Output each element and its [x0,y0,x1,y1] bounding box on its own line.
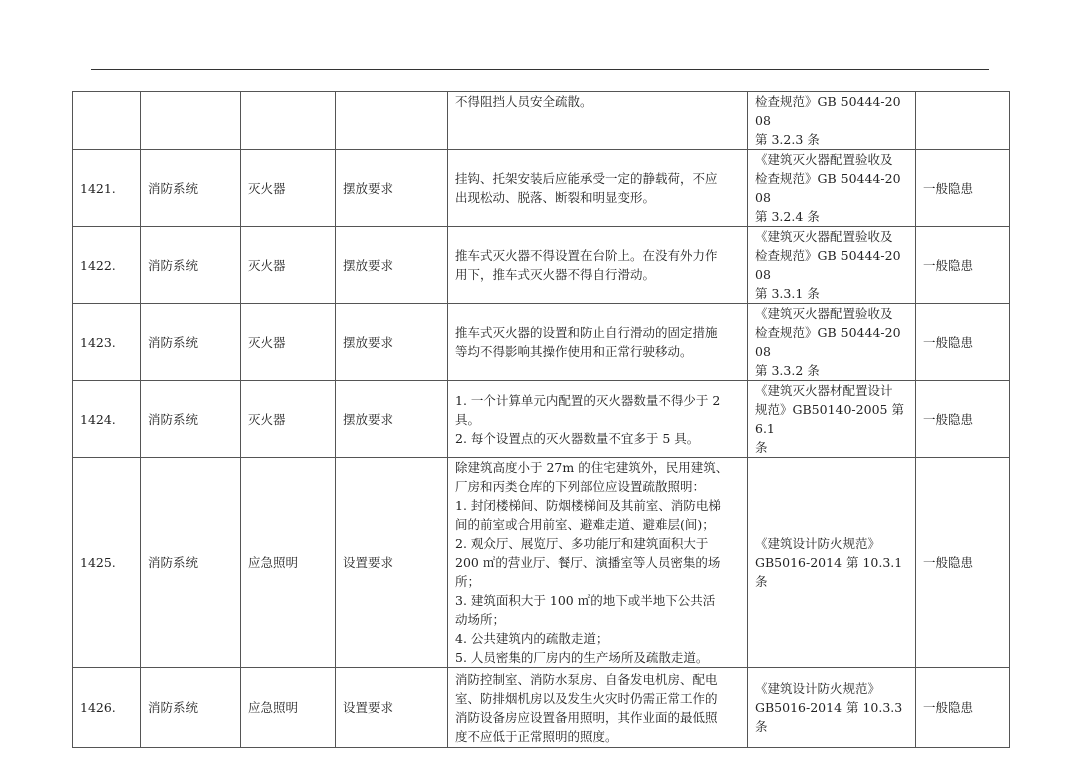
hazard-level-cell: 一般隐患 [916,458,1010,668]
requirement-line: 用下，推车式灭火器不得自行滑动。 [455,267,656,282]
hazard-level-cell: 一般隐患 [916,227,1010,304]
basis-line: 检查规范》GB 50444-2008 [755,94,901,128]
header-rule [91,69,989,70]
requirement-cell [448,150,748,227]
basis-line: 《建筑灭火器材配置设计 [755,383,893,398]
system-cell: 消防系统 [141,668,241,748]
hazard-level-cell: 一般隐患 [916,668,1010,748]
requirement-line: 1. 封闭楼梯间、防烟楼梯间及其前室、消防电梯 [455,498,721,513]
requirement-line: 不得阻挡人员安全疏散。 [455,94,593,109]
basis-line: 第 3.2.4 条 [755,209,820,224]
system-cell: 消防系统 [141,304,241,381]
type-cell: 设置要求 [336,458,448,668]
row-number: 1425. [73,458,141,668]
requirement-line: 间的前室或合用前室、避难走道、避难层(间)； [455,517,715,532]
requirement-line: 推车式灭火器不得设置在台阶上。在没有外力作 [455,248,718,263]
basis-line: 规范》GB50140-2005 第 6.1 [755,402,904,436]
basis-line: 第 3.3.1 条 [755,286,820,301]
row-number [73,92,141,150]
requirement-line: 消防设备房应设置备用照明，其作业面的最低照 [455,709,718,725]
requirement-line: 出现松动、脱落、断裂和明显变形。 [455,190,656,205]
requirement-line: 具。 [455,411,481,427]
system-cell [141,92,241,150]
basis-line: 《建筑灭火器配置验收及 [755,152,893,167]
requirement-line: 挂钩、托架安装后应能承受一定的静载荷，不应 [455,171,718,186]
requirement-cell [448,381,748,458]
table-row [73,150,1010,227]
basis-line: 检查规范》GB 50444-2008 [755,325,901,359]
requirement-cell [448,92,748,150]
type-cell: 摆放要求 [336,304,448,381]
basis-line: GB5016-2014 第 10.3.1 条 [755,555,903,589]
requirement-line: 5. 人员密集的厂房内的生产场所及疏散走道。 [455,650,709,665]
system-cell: 消防系统 [141,458,241,668]
table-row [73,304,1010,381]
requirement-line: 3. 建筑面积大于 100 ㎡的地下或半地下公共活 [455,593,716,608]
type-cell: 摆放要求 [336,381,448,458]
basis-line: GB5016-2014 第 10.3.3 条 [755,700,903,734]
requirement-cell [448,304,748,381]
requirement-line: 2. 观众厅、展览厅、多功能厅和建筑面积大于 [455,536,709,551]
requirement-line: 室、防排烟机房以及发生火灾时仍需正常工作的 [455,690,718,706]
basis-cell [748,381,916,458]
basis-cell [748,668,916,748]
type-cell: 摆放要求 [336,227,448,304]
hazard-level-cell [916,92,1010,150]
basis-cell [748,150,916,227]
hazard-level-cell: 一般隐患 [916,381,1010,458]
basis-cell [748,227,916,304]
requirement-line: 厂房和丙类仓库的下列部位应设置疏散照明： [455,479,706,494]
table-row [73,668,1010,748]
hazard-level-cell: 一般隐患 [916,304,1010,381]
basis-cell [748,304,916,381]
basis-line: 《建筑灭火器配置验收及 [755,229,893,244]
hazard-level-cell: 一般隐患 [916,150,1010,227]
basis-line: 《建筑灭火器配置验收及 [755,306,893,321]
basis-line: 《建筑设计防火规范》 [755,536,881,551]
hazard-standards-table [72,91,1010,748]
item-cell: 灭火器 [241,150,336,227]
system-cell: 消防系统 [141,150,241,227]
basis-line: 检查规范》GB 50444-2008 [755,248,901,282]
requirement-cell [448,668,748,748]
basis-line: 《建筑设计防火规范》 [755,681,881,696]
basis-line: 检查规范》GB 50444-2008 [755,171,901,205]
requirement-line: 消防控制室、消防水泵房、自备发电机房、配电 [455,671,718,687]
type-cell: 摆放要求 [336,150,448,227]
requirement-line: 等均不得影响其操作使用和正常行驶移动。 [455,344,693,359]
basis-line: 条 [755,440,768,455]
table-row [73,458,1010,668]
row-number: 1426. [73,668,141,748]
table-row [73,381,1010,458]
item-cell: 应急照明 [241,668,336,748]
system-cell: 消防系统 [141,227,241,304]
requirement-line: 200 ㎡的营业厅、餐厅、演播室等人员密集的场所； [455,555,721,589]
requirement-line: 4. 公共建筑内的疏散走道； [455,631,609,646]
requirement-line: 动场所； [455,612,506,627]
requirement-cell [448,227,748,304]
row-number: 1423. [73,304,141,381]
item-cell: 灭火器 [241,227,336,304]
basis-line: 第 3.3.2 条 [755,363,820,378]
requirement-line: 推车式灭火器的设置和防止自行滑动的固定措施 [455,325,718,340]
item-cell: 灭火器 [241,304,336,381]
type-cell [336,92,448,150]
basis-cell [748,458,916,668]
requirement-line: 2. 每个设置点的灭火器数量不宜多于 5 具。 [455,430,700,446]
item-cell: 灭火器 [241,381,336,458]
requirement-cell [448,458,748,668]
row-number: 1422. [73,227,141,304]
type-cell: 设置要求 [336,668,448,748]
requirement-line: 除建筑高度小于 27m 的住宅建筑外，民用建筑、 [455,460,729,475]
table-row [73,92,1010,150]
system-cell: 消防系统 [141,381,241,458]
item-cell: 应急照明 [241,458,336,668]
row-number: 1421. [73,150,141,227]
requirement-line: 1. 一个计算单元内配置的灭火器数量不得少于 2 [455,392,721,408]
row-number: 1424. [73,381,141,458]
basis-cell [748,92,916,150]
item-cell [241,92,336,150]
basis-line: 第 3.2.3 条 [755,132,820,147]
table-row [73,227,1010,304]
requirement-line: 度不应低于正常照明的照度。 [455,728,618,744]
